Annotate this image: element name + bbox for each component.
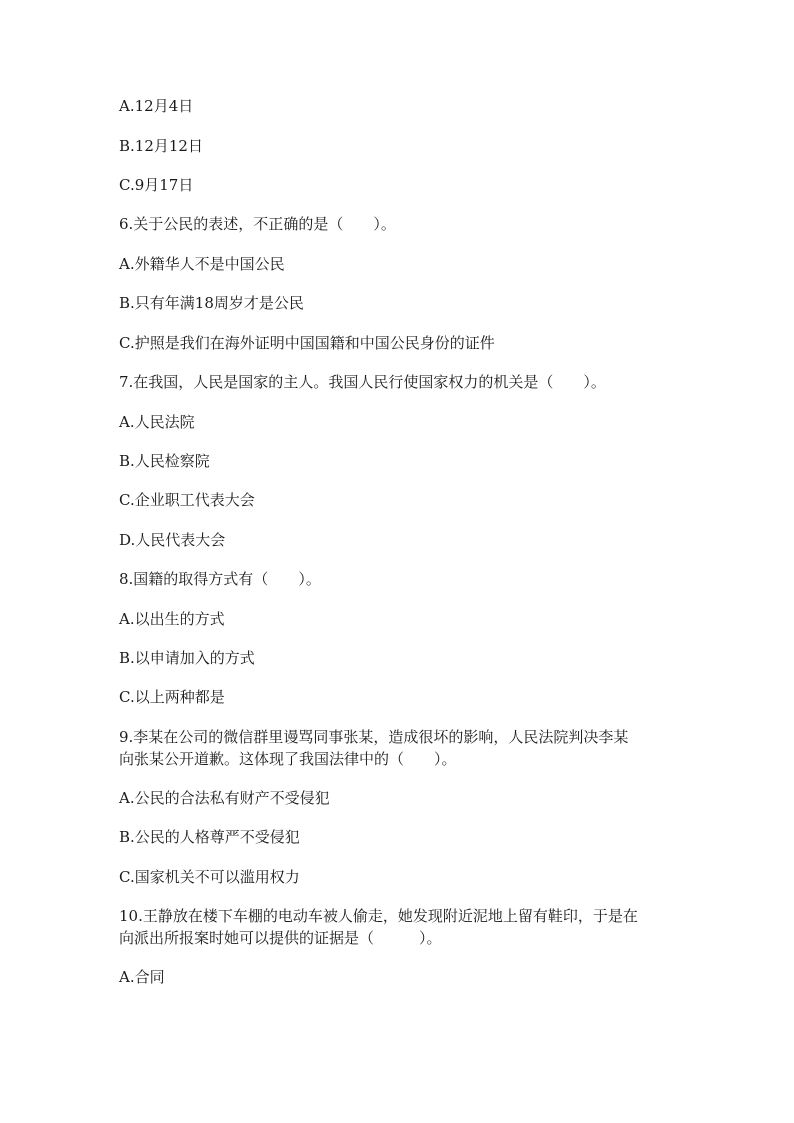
option-6a: A.外籍华人不是中国公民 xyxy=(119,255,285,273)
option-5c: C.9月17日 xyxy=(119,176,194,194)
option-8b: B.以申请加入的方式 xyxy=(119,649,255,667)
question-9-line-2: 向张某公开道歉。这体现了我国法律中的（ ）。 xyxy=(119,750,457,768)
question-8: 8.国籍的取得方式有（ ）。 xyxy=(119,570,321,588)
option-8a: A.以出生的方式 xyxy=(119,610,225,628)
question-9-line-1: 9.李某在公司的微信群里谩骂同事张某，造成很坏的影响，人民法院判决李某 xyxy=(119,728,629,746)
option-7c: C.企业职工代表大会 xyxy=(119,491,255,509)
option-8c: C.以上两种都是 xyxy=(119,688,225,706)
option-9a: A.公民的合法私有财产不受侵犯 xyxy=(119,789,330,807)
question-10-line-2: 向派出所报案时她可以提供的证据是（ ）。 xyxy=(119,929,442,947)
option-5b: B.12月12日 xyxy=(119,137,203,155)
option-9b: B.公民的人格尊严不受侵犯 xyxy=(119,828,300,846)
question-10-line-1: 10.王静放在楼下车棚的电动车被人偷走，她发现附近泥地上留有鞋印，于是在 xyxy=(119,907,638,925)
option-7d: D.人民代表大会 xyxy=(119,531,226,549)
option-10a: A.合同 xyxy=(119,968,165,986)
option-7b: B.人民检察院 xyxy=(119,452,210,470)
option-9c: C.国家机关不可以滥用权力 xyxy=(119,868,300,886)
option-5a: A.12月4日 xyxy=(119,97,194,115)
option-6c: C.护照是我们在海外证明中国国籍和中国公民身份的证件 xyxy=(119,334,495,352)
option-6b: B.只有年满18周岁才是公民 xyxy=(119,294,304,312)
option-7a: A.人民法院 xyxy=(119,413,195,431)
question-7: 7.在我国，人民是国家的主人。我国人民行使国家权力的机关是（ ）。 xyxy=(119,373,606,391)
question-6: 6.关于公民的表述，不正确的是（ ）。 xyxy=(119,215,396,233)
